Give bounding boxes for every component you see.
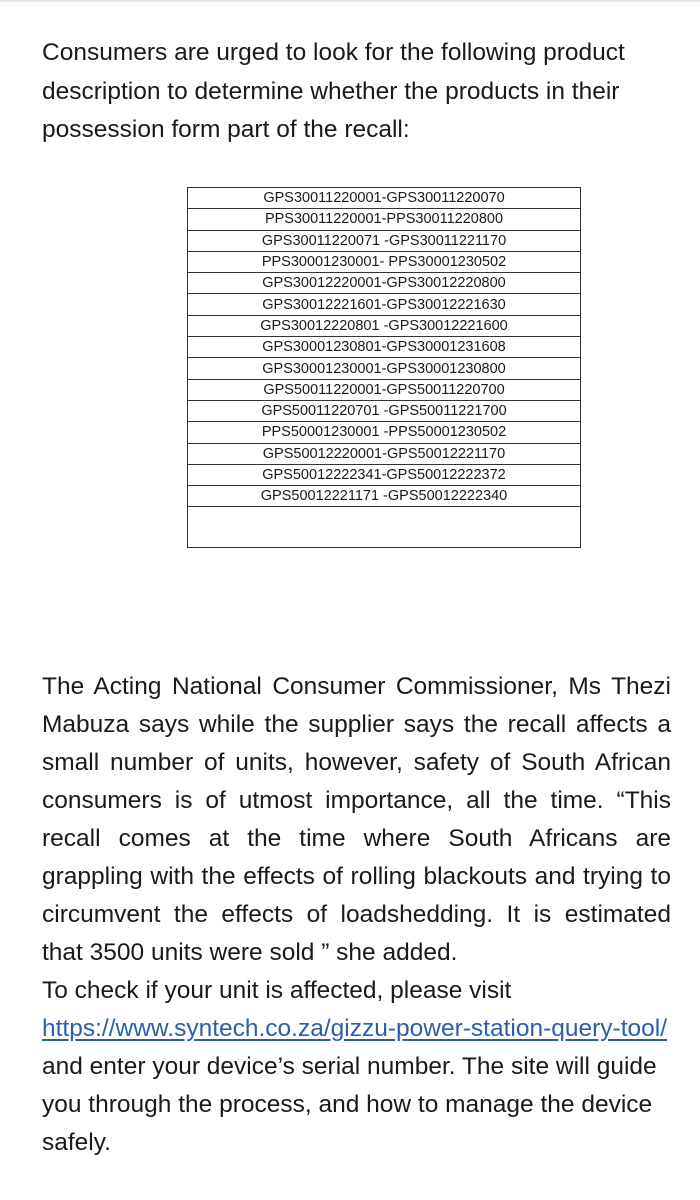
article-body xyxy=(42,668,671,1162)
empty-table-cell xyxy=(188,507,581,548)
serial-range-cell: GPS50012222341-GPS50012222372 xyxy=(188,464,581,485)
check-unit-paragraph xyxy=(42,972,671,1162)
serial-range-cell: PPS30011220001-PPS30011220800 xyxy=(188,209,581,230)
intro-paragraph: Consumers are urged to look for the following product description to determine whether the products in their possession form part of the recall: xyxy=(42,39,625,143)
serial-range-row xyxy=(188,294,581,315)
empty-table-row xyxy=(188,507,581,548)
serial-range-row xyxy=(188,251,581,272)
check-prefix-text: To check if your unit is affected, please visit xyxy=(42,977,512,1004)
serial-range-row xyxy=(188,230,581,251)
serial-range-row xyxy=(188,379,581,400)
serial-range-row xyxy=(188,443,581,464)
serial-range-cell: GPS50012220001-GPS50012221170 xyxy=(188,443,581,464)
serial-range-cell: GPS50011220701 -GPS50011221700 xyxy=(188,400,581,421)
serial-range-row xyxy=(188,273,581,294)
serial-range-row xyxy=(188,209,581,230)
serial-range-cell: GPS30001230801-GPS30001231608 xyxy=(188,337,581,358)
serial-range-row xyxy=(188,358,581,379)
serial-range-cell: GPS30011220071 -GPS30011221170 xyxy=(188,230,581,251)
serial-range-row xyxy=(188,337,581,358)
serial-range-cell: PPS30001230001- PPS30001230502 xyxy=(188,251,581,272)
serial-range-row xyxy=(188,188,581,209)
serial-range-cell: GPS50012221171 -GPS50012222340 xyxy=(188,486,581,507)
serial-range-cell: GPS30012221601-GPS30012221630 xyxy=(188,294,581,315)
serial-range-row xyxy=(188,486,581,507)
serial-range-cell: GPS50011220001-GPS50011220700 xyxy=(188,379,581,400)
serial-range-cell: GPS30012220001-GPS30012220800 xyxy=(188,273,581,294)
query-tool-link[interactable]: https://www.syntech.co.za/gizzu-power-station-query-tool/ xyxy=(42,1015,668,1042)
serial-range-row xyxy=(188,464,581,485)
serial-range-row xyxy=(188,422,581,443)
serial-range-table xyxy=(187,187,581,548)
serial-range-row xyxy=(188,315,581,336)
serial-range-cell: PPS50001230001 -PPS50001230502 xyxy=(188,422,581,443)
serial-range-cell: GPS30001230001-GPS30001230800 xyxy=(188,358,581,379)
serial-range-row xyxy=(188,400,581,421)
serial-range-cell: GPS30011220001-GPS30011220070 xyxy=(188,188,581,209)
top-divider xyxy=(0,0,700,2)
commissioner-paragraph: The Acting National Consumer Commissioner, Ms Thezi Mabuza says while the supplier says the recall affects a small number of units, however, safety of South African consumers is of utmost importance, all the time. “This recall comes at the time where South Africans are grappling with the effects of rolling blackouts and trying to circumvent the effects of loadshedding. It is estimated that 3500 units were sold ” she added. xyxy=(42,673,671,966)
check-suffix-text: and enter your device’s serial number. The site will guide you through the process, and how to manage the device safely. xyxy=(42,1053,657,1156)
serial-range-table-body xyxy=(188,188,581,548)
serial-range-cell: GPS30012220801 -GPS30012221600 xyxy=(188,315,581,336)
